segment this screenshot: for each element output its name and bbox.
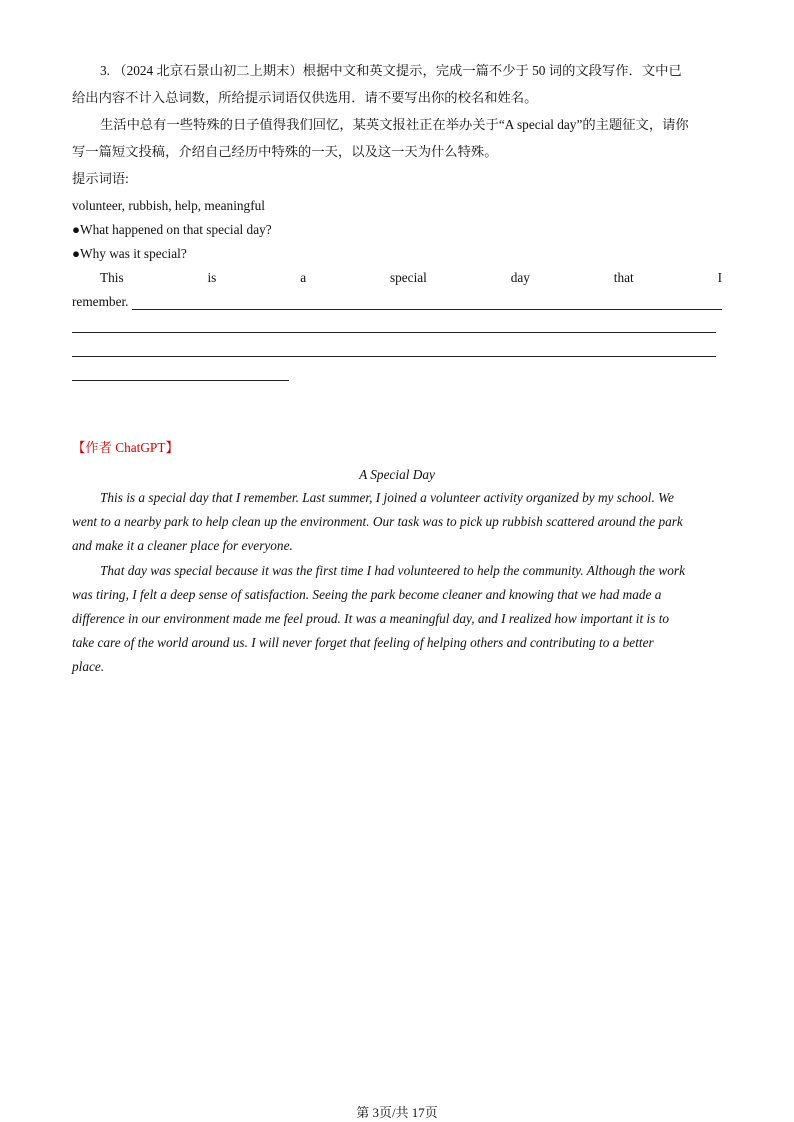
starter-end: remember. [72, 294, 129, 309]
bullet-question-2: ●Why was it special? [72, 246, 187, 261]
page-number: 第 3页/共 17页 [356, 1105, 438, 1120]
answer-blank-line [132, 309, 722, 310]
essay-paragraph-2 [72, 559, 722, 679]
answer-blank-line [72, 356, 716, 357]
essay-title: A Special Day [359, 467, 435, 482]
starter-word: day [510, 270, 530, 285]
essay-line: take care of the world around us. I will never forget that feeling of helping others and contributing to a better [72, 635, 654, 650]
starter-word: This [100, 270, 124, 285]
essay-line: difference in our environment made me feel proud. It was a meaningful day, and I realized how important it is to [72, 611, 670, 626]
prompt-line-2: 写一篇短文投稿，介绍自己经历中特殊的一天，以及这一天为什么特殊。 [72, 144, 498, 159]
question-line-2: 给出内容不计入总词数，所给提示词语仅供选用．请不要写出你的校名和姓名。 [72, 90, 538, 105]
starter-word: special [389, 270, 427, 285]
essay-line: That day was special because it was the first time I had volunteered to help the community. Although the work [100, 563, 685, 578]
author-tag: 【作者 ChatGPT】 [72, 440, 179, 455]
prompt-line-1: 生活中总有一些特殊的日子值得我们回忆，某英文报社正在举办关于“A special day”的主题征文，请你 [100, 117, 689, 132]
essay-line: went to a nearby park to help clean up the environment. Our task was to pick up rubbish scattered around the park [72, 514, 683, 529]
starter-sentence [100, 269, 722, 287]
essay-line: and make it a cleaner place for everyone. [72, 538, 293, 553]
starter-word: I [717, 270, 722, 285]
starter-word: is [207, 270, 217, 285]
bullet-question-1: ●What happened on that special day? [72, 222, 272, 237]
essay-line: was tiring, I felt a deep sense of satisfaction. Seeing the park become cleaner and knowing that we had made a [72, 587, 662, 602]
essay-line: place. [72, 659, 105, 674]
question-line-1: 3. （2024 北京石景山初二上期末）根据中文和英文提示，完成一篇不少于 50 词的文段写作．文中已 [100, 63, 682, 78]
hint-label: 提示词语: [72, 171, 129, 186]
answer-blank-line [72, 332, 716, 333]
starter-word: a [300, 270, 307, 285]
answer-blank-line [72, 380, 289, 381]
starter-word: that [613, 270, 634, 285]
hint-words: volunteer, rubbish, help, meaningful [72, 198, 265, 213]
essay-paragraph-1 [72, 486, 722, 558]
essay-line: This is a special day that I remember. Last summer, I joined a volunteer activity organized by my school. We [100, 490, 674, 505]
